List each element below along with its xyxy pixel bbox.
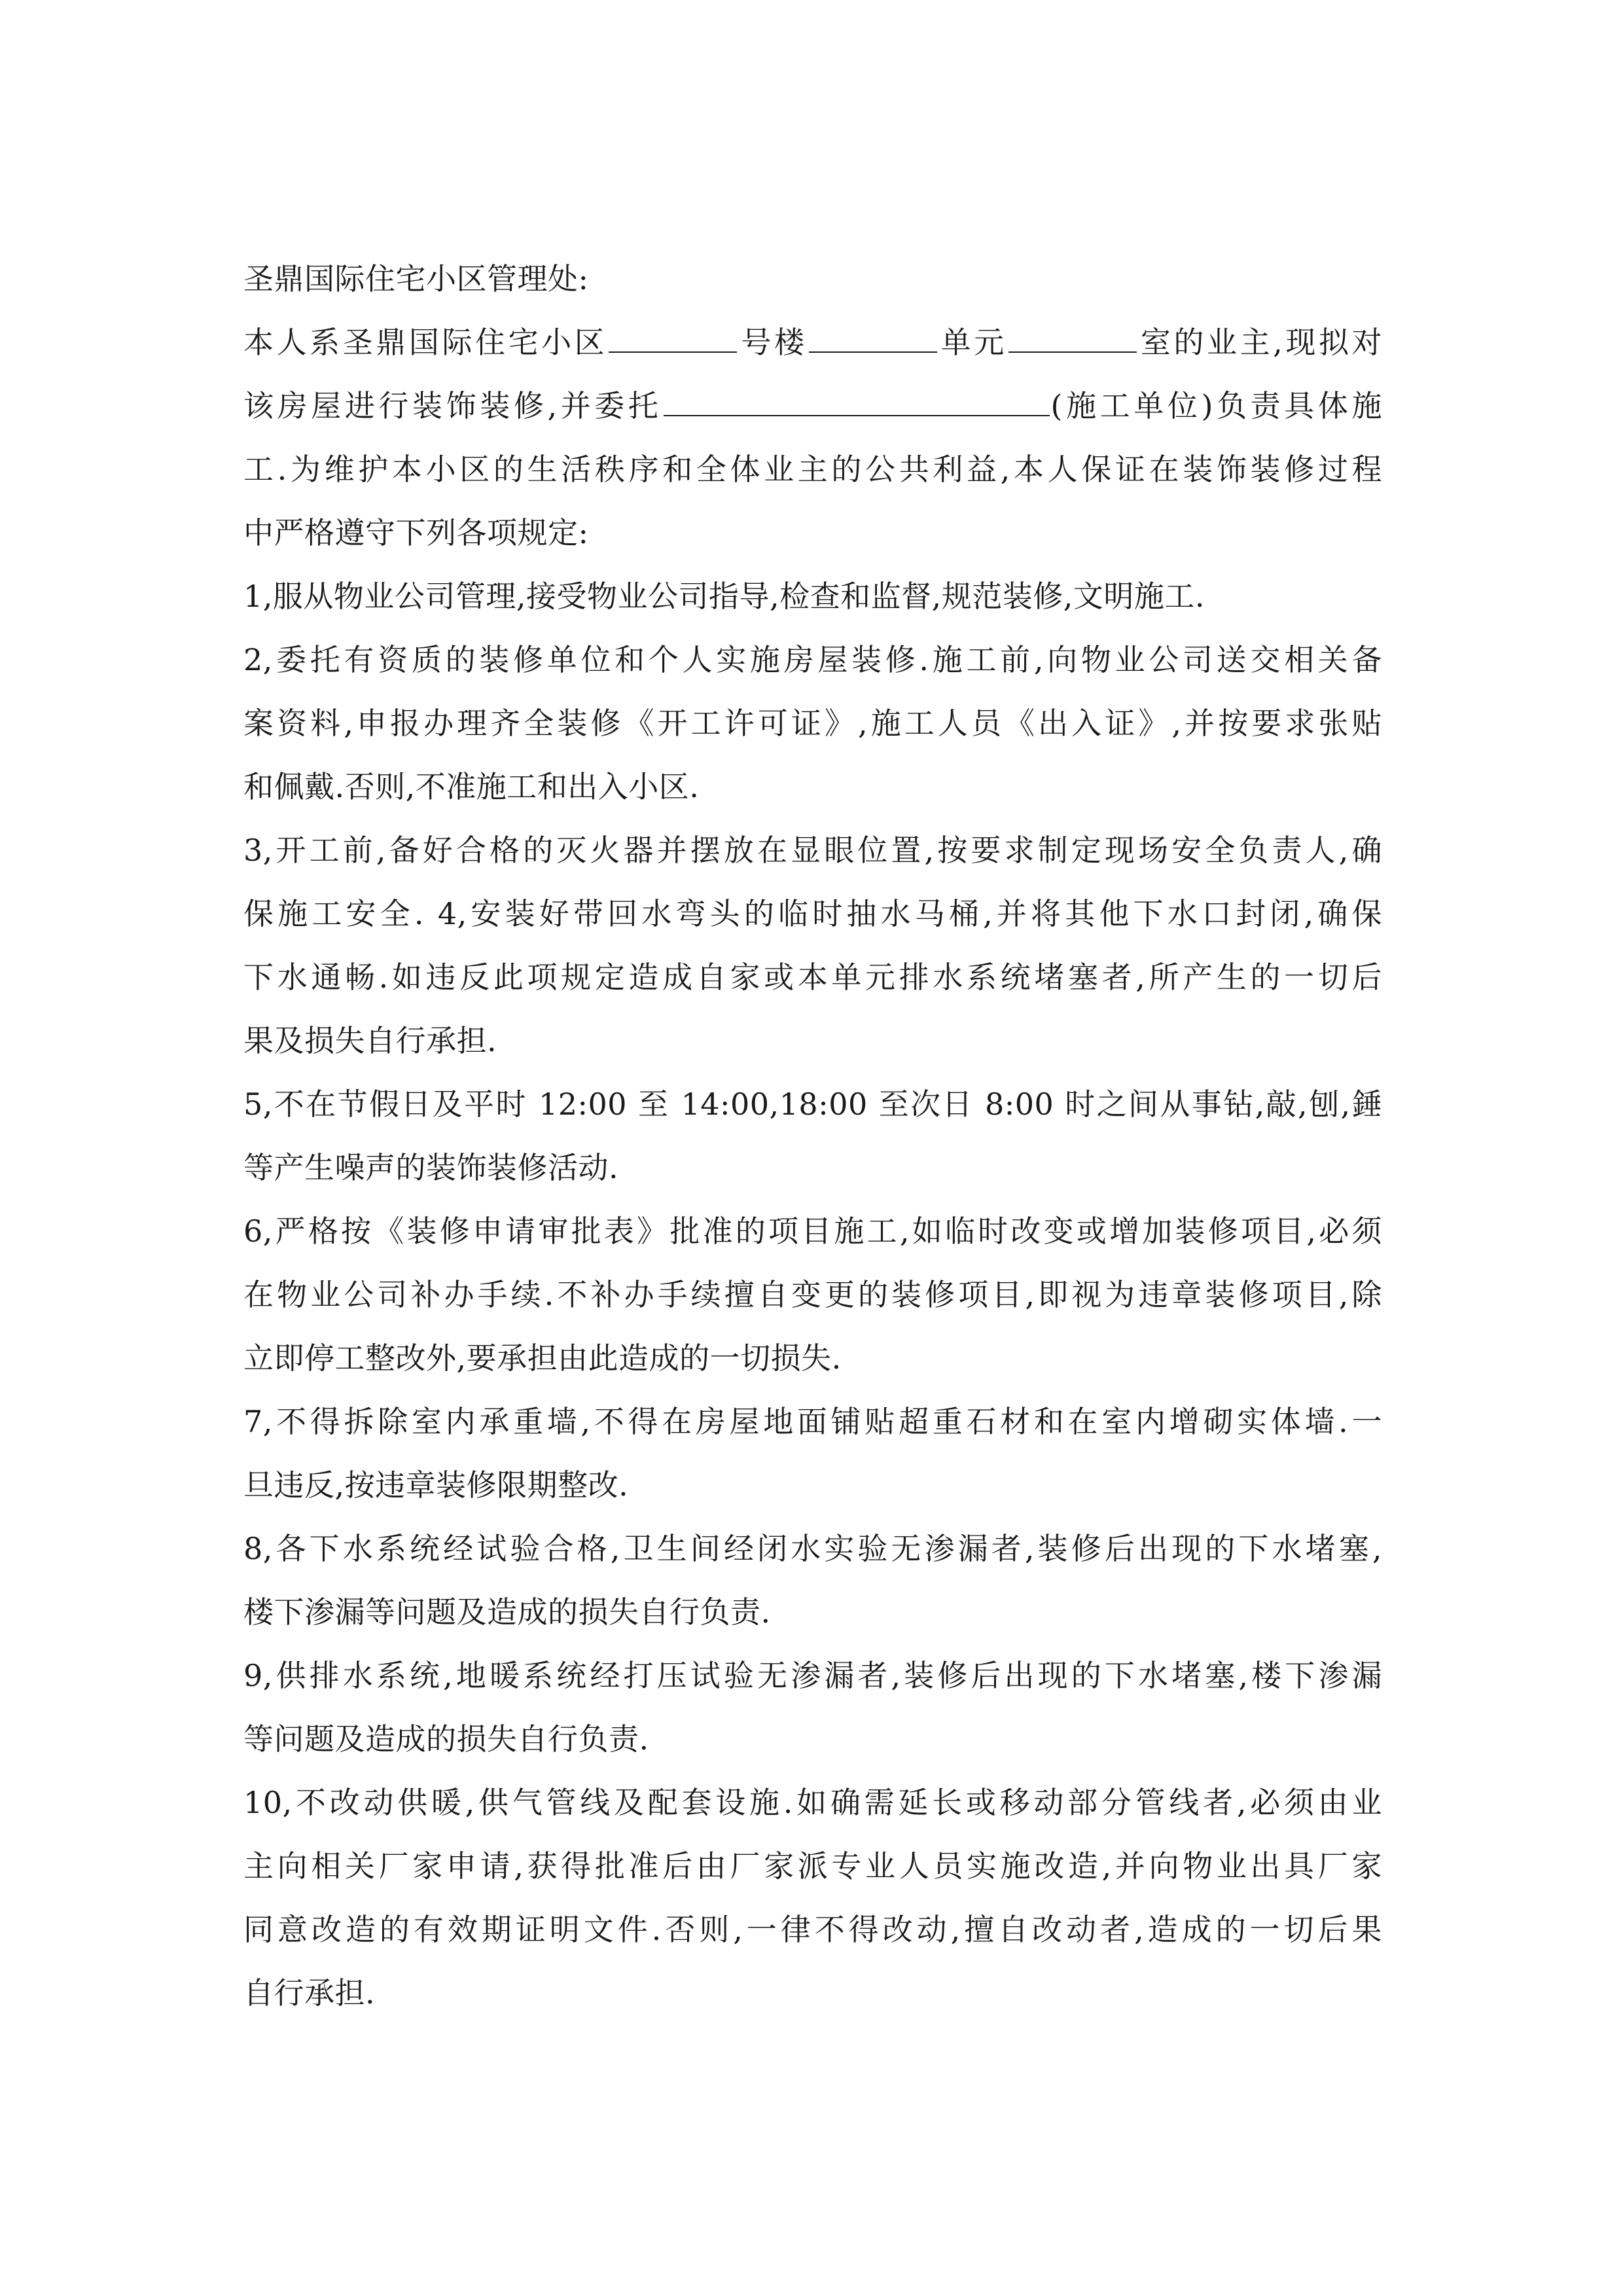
intro-text: 本人系圣鼎国际住宅小区 [243, 325, 608, 360]
rule-10-line: 10,不改动供暖,供气管线及配套设施.如确需延长或移动部分管线者,必须由业 [243, 1785, 1382, 1820]
intro-text: 号楼 [738, 325, 808, 360]
rule-8-line: 楼下渗漏等问题及造成的损失自行负责. [243, 1594, 771, 1630]
rule-9-line: 等问题及造成的损失自行负责. [243, 1721, 649, 1757]
rule-8-line: 8,各下水系统经试验合格,卫生间经闭水实验无渗漏者,装修后出现的下水堵塞, [243, 1531, 1382, 1566]
intro-text: 室的业主,现拟对 [1137, 325, 1383, 360]
intro-line-1 [243, 311, 1382, 374]
rule-10-line: 自行承担. [243, 1975, 376, 2011]
intro-line-2 [243, 374, 1382, 438]
rule-10-line: 主向相关厂家申请,获得批准后由厂家派专业人员实施改造,并向物业出具厂家 [243, 1848, 1382, 1884]
rule-3-line: 下水通畅.如违反此项规定造成自家或本单元排水系统堵塞者,所产生的一切后 [243, 960, 1382, 995]
rule-6-line: 在物业公司补办手续.不补办手续擅自变更的装修项目,即视为违章装修项目,除 [243, 1277, 1382, 1312]
rule-3-line: 果及损失自行承担. [243, 1023, 497, 1058]
intro-text: (施工单位)负责具体施 [1050, 388, 1382, 423]
rule-9-line: 9,供排水系统,地暖系统经打压试验无渗漏者,装修后出现的下水堵塞,楼下渗漏 [243, 1658, 1382, 1693]
intro-line-3: 工.为维护本小区的生活秩序和全体业主的公共利益,本人保证在装饰装修过程 [243, 452, 1382, 487]
rule-1-line: 1,服从物业公司管理,接受物业公司指导,检查和监督,规范装修,文明施工. [243, 579, 1205, 614]
rule-3-line: 3,开工前,备好合格的灭火器并摆放在显眼位置,按要求制定现场安全负责人,确 [243, 833, 1382, 868]
addressee: 圣鼎国际住宅小区管理处: [243, 261, 589, 296]
rule-5-line: 5,不在节假日及平时 12:00 至 14:00,18:00 至次日 8:00 时之间从事钻,敲,刨,錘 [243, 1086, 1382, 1122]
unit-number-blank [809, 325, 937, 353]
rule-3-line: 保施工安全. 4,安装好带回水弯头的临时抽水马桶,并将其他下水口封闭,确保 [243, 896, 1382, 931]
building-number-blank [609, 325, 737, 353]
contractor-blank [664, 389, 1050, 416]
document-page [243, 247, 1382, 2025]
rule-6-line: 6,严格按《装修申请审批表》批准的项目施工,如临时改变或增加装修项目,必须 [243, 1213, 1382, 1249]
rule-2-line: 2,委托有资质的装修单位和个人实施房屋装修.施工前,向物业公司送交相关备 [243, 642, 1382, 677]
rule-2-line: 案资料,申报办理齐全装修《开工许可证》,施工人员《出入证》,并按要求张贴 [243, 706, 1382, 741]
room-number-blank [1008, 325, 1137, 353]
rule-5-line: 等产生噪声的装饰装修活动. [243, 1150, 619, 1185]
rule-2-line: 和佩戴.否则,不准施工和出入小区. [243, 769, 700, 804]
rule-7-line: 7,不得拆除室内承重墙,不得在房屋地面铺贴超重石材和在室内增砌实体墙.一 [243, 1404, 1382, 1439]
rule-6-line: 立即停工整改外,要承担由此造成的一切损失. [243, 1340, 842, 1376]
rule-7-line: 旦违反,按违章装修限期整改. [243, 1467, 629, 1503]
intro-line-4: 中严格遵守下列各项规定: [243, 515, 589, 550]
intro-text: 单元 [938, 325, 1007, 360]
intro-text: 该房屋进行装饰装修,并委托 [243, 388, 662, 423]
rule-10-line: 同意改造的有效期证明文件.否则,一律不得改动,擅自改动者,造成的一切后果 [243, 1912, 1382, 1947]
